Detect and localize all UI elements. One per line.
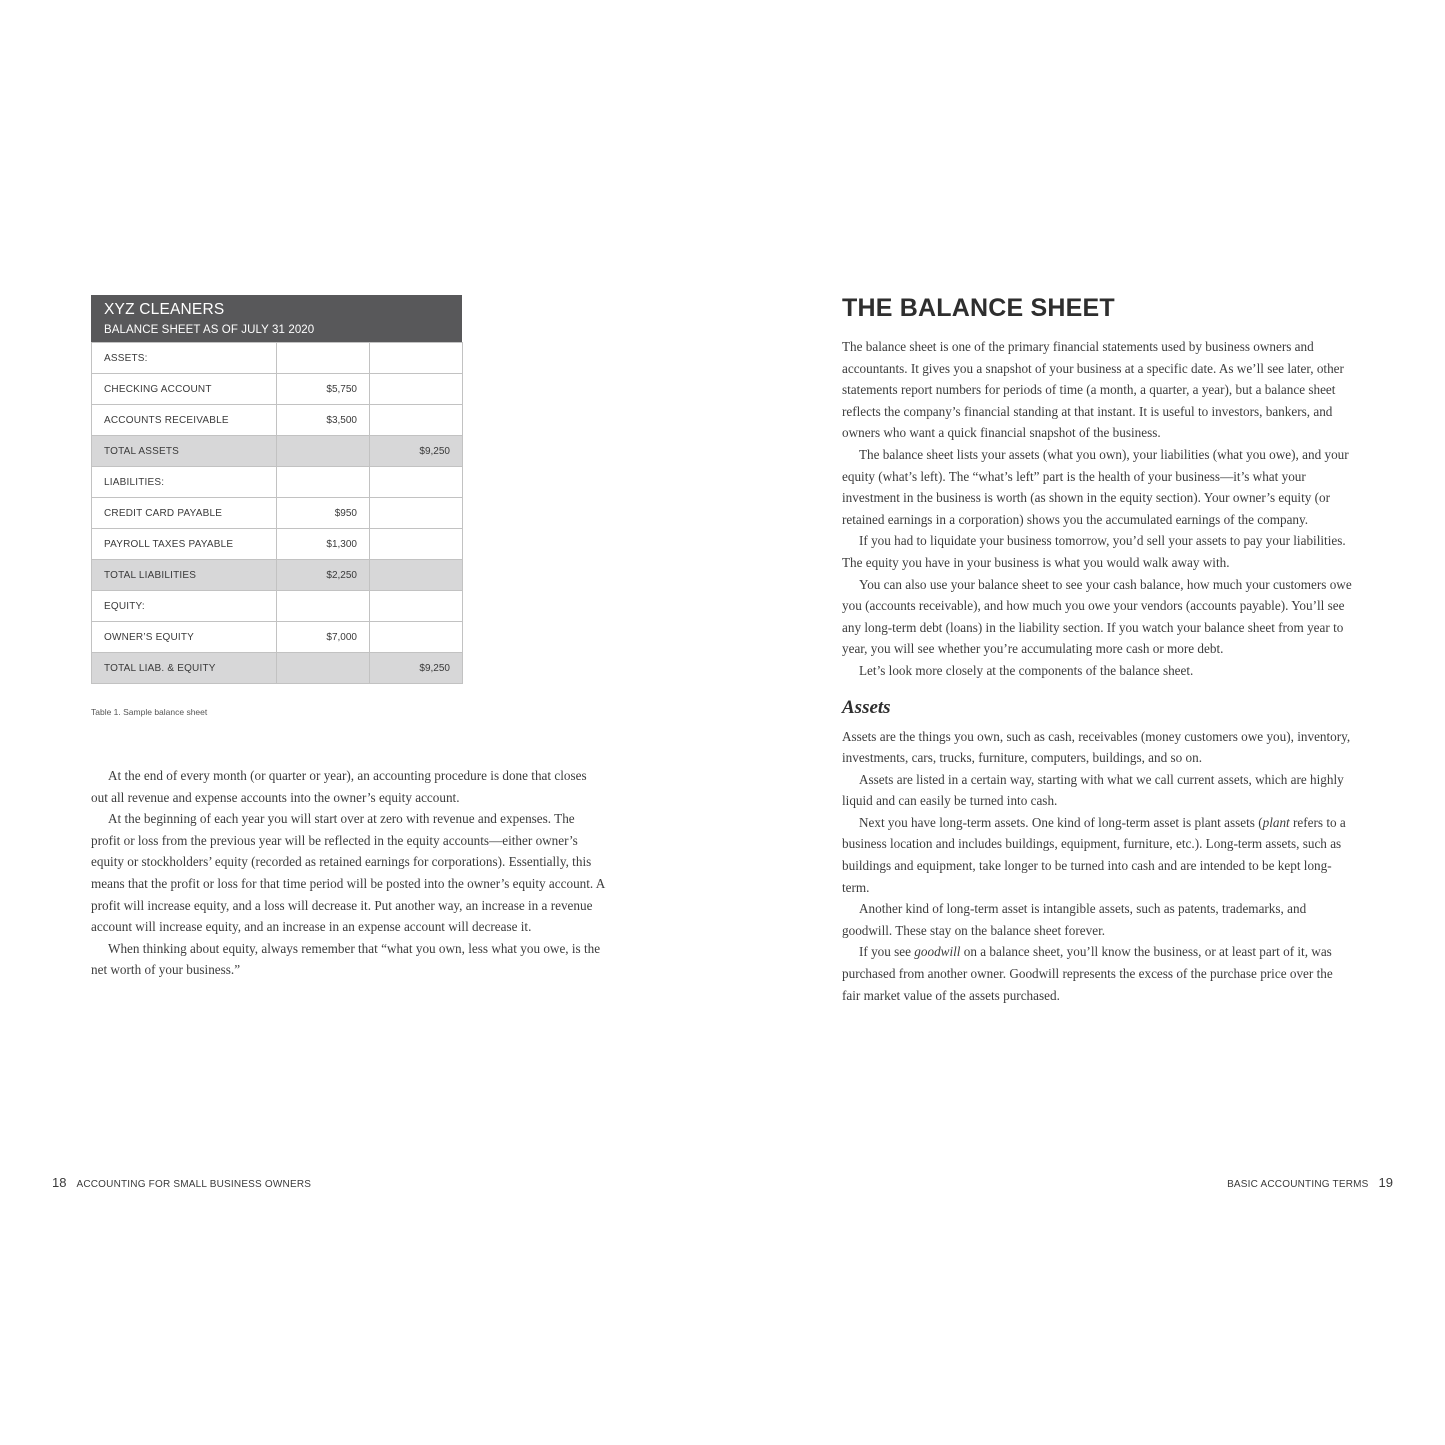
body-paragraph: Let’s look more closely at the components of the balance sheet. (859, 662, 1194, 678)
running-title: ACCOUNTING FOR SMALL BUSINESS OWNERS (76, 1179, 312, 1190)
row-label: EQUITY: (92, 591, 277, 622)
amount-cell: $7,000 (277, 622, 370, 653)
table-row (92, 436, 463, 467)
text-run: If you see (859, 944, 915, 960)
body-paragraph: Another kind of long-term asset is intangible assets, such as patents, trademarks, and goodwill. These stay on the balance sheet forever. (842, 901, 1307, 938)
running-title: BASIC ACCOUNTING TERMS (1227, 1179, 1369, 1190)
table-row (92, 374, 463, 405)
body-paragraph (842, 812, 1354, 898)
table-row (92, 560, 463, 591)
page-number: 18 (52, 1175, 67, 1190)
company-name: XYZ CLEANERS (104, 301, 225, 318)
table-subtitle: BALANCE SHEET AS OF JULY 31 2020 (104, 324, 315, 336)
assets-heading: Assets (842, 696, 891, 718)
table-header (91, 295, 462, 342)
row-label: ACCOUNTS RECEIVABLE (92, 405, 277, 436)
table-row (92, 529, 463, 560)
total-cell: $9,250 (370, 653, 463, 684)
row-label: TOTAL LIABILITIES (92, 560, 277, 591)
row-label: CREDIT CARD PAYABLE (92, 498, 277, 529)
right-page-column (842, 292, 1354, 1006)
body-paragraph (842, 941, 1354, 1006)
body-paragraph: When thinking about equity, always remember that “what you own, less what you owe, is the net worth of your business.” (91, 940, 601, 978)
body-paragraph: At the end of every month (or quarter or year), an accounting procedure is done that closes out all revenue and expense accounts into the owner’s equity account. (91, 768, 587, 805)
balance-sheet-table (91, 295, 462, 684)
row-label: PAYROLL TAXES PAYABLE (92, 529, 277, 560)
row-label: ASSETS: (92, 343, 277, 374)
amount-cell: $5,750 (277, 374, 370, 405)
body-paragraph: You can also use your balance sheet to see your cash balance, how much your customers owe you (accounts receivable), and how much you owe your vendors (accounts payable). You’ll see any long-term debt (loans) in the liability section. If you watch your balance sheet from year to year, you will see whether you’re accumulating more cash or more debt. (842, 576, 1352, 657)
total-cell (370, 622, 463, 653)
body-paragraph: Assets are the things you own, such as cash, receivables (money customers owe you), inventory, investments, cars, trucks, furniture, computers, buildings, and so on. (842, 728, 1351, 766)
amount-cell (277, 467, 370, 498)
emphasis: goodwill (914, 944, 961, 960)
total-cell (370, 498, 463, 529)
total-cell: $9,250 (370, 436, 463, 467)
table-row (92, 653, 463, 684)
amount-cell: $3,500 (277, 405, 370, 436)
body-paragraph: If you had to liquidate your business tomorrow, you’d sell your assets to pay your liabilities. The equity you have in your business is what you would walk away with. (842, 533, 1346, 570)
balance-sheet-grid (91, 342, 463, 684)
table-row (92, 591, 463, 622)
amount-cell (277, 653, 370, 684)
table-row (92, 498, 463, 529)
table-row (92, 343, 463, 374)
total-cell (370, 405, 463, 436)
left-page-body (91, 765, 606, 981)
body-paragraph: Assets are listed in a certain way, starting with what we call current assets, which are highly liquid and can easily be turned into cash. (842, 771, 1344, 809)
emphasis: plant (1262, 814, 1290, 830)
body-paragraph: The balance sheet lists your assets (what you own), your liabilities (what you owe), and your equity (what’s left). The “what’s left” part is the health of your business—it’s what your investment in the business is worth (as shown in the equity section). Your owner’s equity (or retained earnings in a corporation) shows you the accumulated earnings of the company. (842, 446, 1349, 527)
table-caption: Table 1. Sample balance sheet (91, 707, 208, 717)
amount-cell: $1,300 (277, 529, 370, 560)
total-cell (370, 467, 463, 498)
amount-cell (277, 591, 370, 622)
text-run: on a balance sheet, you’ll know the business, or at least part of it, was purchased from another owner. Goodwill represents the excess of the purchase price over the fair market value of the assets purchased. (842, 944, 1333, 1003)
footer-left (52, 1174, 311, 1192)
table-row (92, 622, 463, 653)
total-cell (370, 560, 463, 591)
text-run: refers to a business location and includes buildings, equipment, furniture, etc.). Long-term assets, such as buildings and equipment, take longer to be turned into cash and are intended to be kept long-term. (842, 814, 1346, 895)
row-label: LIABILITIES: (92, 467, 277, 498)
footer-right (1227, 1174, 1393, 1192)
amount-cell: $2,250 (277, 560, 370, 591)
row-label: TOTAL ASSETS (92, 436, 277, 467)
text-run: Next you have long-term assets. One kind of long-term asset is plant assets ( (859, 814, 1263, 830)
body-paragraph: The balance sheet is one of the primary financial statements used by business owners and accountants. It gives you a snapshot of your business at a specific date. As we’ll see later, other statements report numbers for periods of time (a month, a quarter, a year), but a balance sheet reflects the company’s financial standing at that instant. It is useful to investors, bankers, and owners who want a quick financial snapshot of the business. (842, 339, 1344, 441)
page-number: 19 (1378, 1175, 1393, 1190)
total-cell (370, 591, 463, 622)
row-label: CHECKING ACCOUNT (92, 374, 277, 405)
section-title: THE BALANCE SHEET (842, 294, 1115, 322)
total-cell (370, 343, 463, 374)
table-row (92, 405, 463, 436)
table-row (92, 467, 463, 498)
right-page-body (842, 336, 1354, 1006)
amount-cell: $950 (277, 498, 370, 529)
row-label: OWNER’S EQUITY (92, 622, 277, 653)
total-cell (370, 529, 463, 560)
total-cell (370, 374, 463, 405)
body-paragraph: At the beginning of each year you will start over at zero with revenue and expenses. The profit or loss from the previous year will be reflected in the equity accounts—either owner’s equity or stockholders’ equity (recorded as retained earnings for corporations). Essentially, this means that the profit or loss for that time period will be posted into the owner’s equity account. A profit will increase equity, and a loss will decrease it. Put another way, an increase in a revenue account will increase equity, and an increase in an expense account will decrease it. (91, 811, 605, 935)
amount-cell (277, 436, 370, 467)
amount-cell (277, 343, 370, 374)
row-label: TOTAL LIAB. & EQUITY (92, 653, 277, 684)
